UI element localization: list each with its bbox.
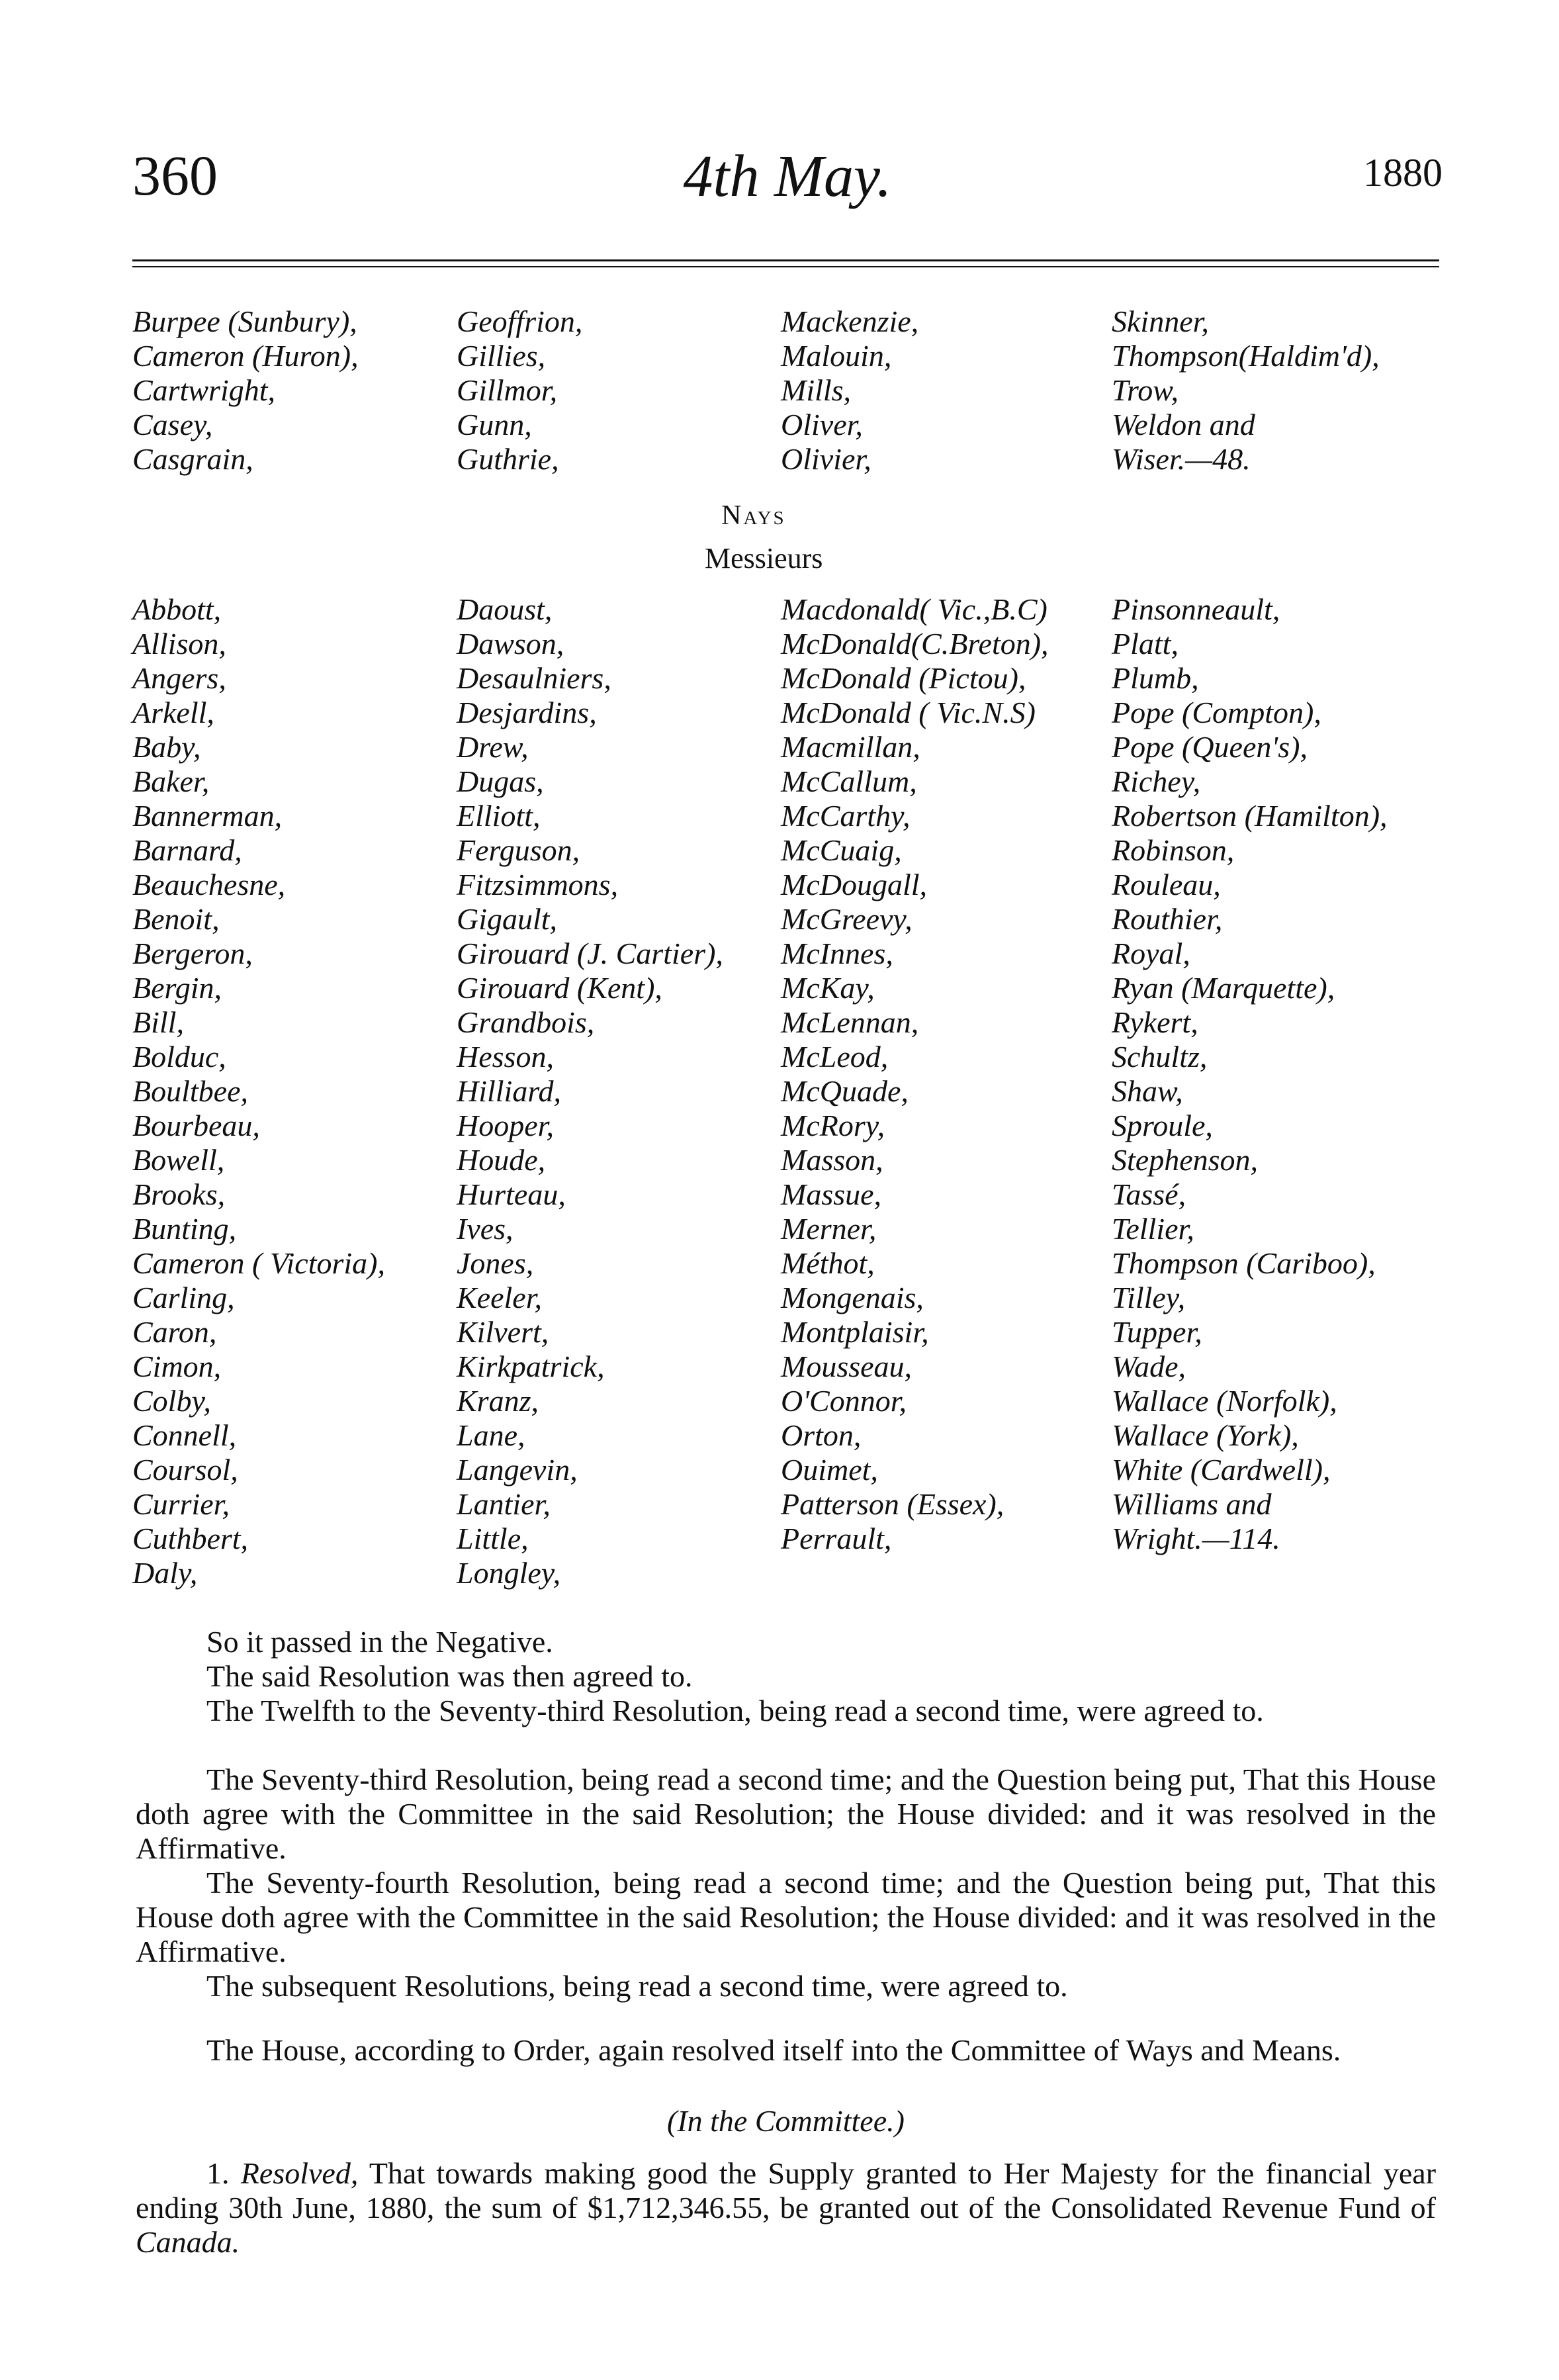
member-name: Wallace (Norfolk), (1112, 1384, 1337, 1418)
member-name: McInnes, (781, 937, 893, 970)
member-name: Bowell, (132, 1143, 225, 1177)
member-name: Cuthbert, (132, 1522, 249, 1555)
member-name: Williams and (1112, 1487, 1272, 1521)
member-name: Gigault, (457, 902, 558, 936)
nays-column-4 (1112, 592, 1388, 1556)
member-name: Pope (Compton), (1112, 696, 1321, 729)
member-name: Daly, (132, 1556, 198, 1590)
member-name: Burpee (Sunbury), (132, 304, 357, 338)
member-name: Trow, (1112, 373, 1179, 407)
member-name: Boultbee, (132, 1074, 248, 1108)
member-name: Casgrain, (132, 442, 253, 476)
member-name: Baker, (132, 764, 210, 798)
paragraph-agreed: The said Resolution was then agreed to. (206, 1659, 693, 1693)
paragraph-twelfth: The Twelfth to the Seventy-third Resolution, being read a second time, were agreed to. (206, 1694, 1264, 1727)
member-name: Desjardins, (457, 696, 597, 729)
member-name: Tassé, (1112, 1177, 1186, 1211)
member-name: Kranz, (457, 1384, 539, 1418)
member-name: Gunn, (457, 408, 532, 441)
header-rule-secondary (132, 266, 1439, 267)
member-name: Casey, (132, 408, 213, 441)
member-name: McLennan, (781, 1005, 919, 1039)
member-name: Rykert, (1112, 1005, 1198, 1039)
member-name: Massue, (781, 1177, 882, 1211)
member-name: Baby, (132, 730, 201, 764)
member-name: Dawson, (457, 627, 564, 661)
member-name: Richey, (1112, 764, 1201, 798)
member-name: Colby, (132, 1384, 211, 1418)
member-name: Hesson, (457, 1040, 554, 1074)
member-name: Benoit, (132, 902, 220, 936)
member-name: Platt, (1112, 627, 1179, 661)
member-name: Brooks, (132, 1177, 226, 1211)
member-name: Tilley, (1112, 1281, 1186, 1314)
paragraph-seventy-fourth: The Seventy-fourth Resolution, being read a second time; and the Question being put, That this House doth agree with the Committee in the said Resolution; the House divided: and it was resolved in the Affirmative. (136, 1866, 1436, 1968)
member-name: Beauchesne, (132, 868, 286, 901)
member-name: Wiser.—48. (1112, 442, 1251, 476)
member-name: McDonald ( Vic.N.S) (781, 696, 1036, 729)
member-name: Grandbois, (457, 1005, 595, 1039)
member-name: Keeler, (457, 1281, 543, 1314)
member-name: Wade, (1112, 1350, 1186, 1383)
member-name: Thompson (Cariboo), (1112, 1246, 1376, 1280)
member-name: McDougall, (781, 868, 928, 901)
member-name: Currier, (132, 1487, 230, 1521)
member-name: Gillies, (457, 339, 546, 373)
member-name: Bannerman, (132, 799, 283, 833)
member-name: Routhier, (1112, 902, 1223, 936)
member-name: McDonald (Pictou), (781, 661, 1026, 695)
member-name: Girouard (Kent), (457, 971, 662, 1005)
member-name: Macdonald( Vic.,B.C) (781, 592, 1047, 626)
member-name: Pope (Queen's), (1112, 730, 1308, 764)
member-name: Longley, (457, 1556, 561, 1590)
member-name: Lantier, (457, 1487, 551, 1521)
page-title: 4th May. (683, 144, 892, 209)
member-name: Thompson(Haldim'd), (1112, 339, 1380, 373)
member-name: Abbott, (132, 592, 222, 626)
nays-column-1 (132, 592, 385, 1590)
member-name: Schultz, (1112, 1040, 1208, 1074)
member-name: Barnard, (132, 833, 242, 867)
member-name: Olivier, (781, 442, 871, 476)
member-name: Daoust, (457, 592, 553, 626)
member-name: Méthot, (781, 1246, 875, 1280)
yeas-column-1 (132, 304, 359, 477)
paragraph-subsequent: The subsequent Resolutions, being read a second time, were agreed to. (206, 1969, 1068, 2003)
member-name: Mackenzie, (781, 304, 919, 338)
member-name: Langevin, (457, 1453, 578, 1487)
member-name: Mills, (781, 373, 852, 407)
member-name: McLeod, (781, 1040, 889, 1074)
member-name: Drew, (457, 730, 529, 764)
member-name: Montplaisir, (781, 1315, 929, 1349)
member-name: McQuade, (781, 1074, 909, 1108)
member-name: Ouimet, (781, 1453, 878, 1487)
member-name: Kilvert, (457, 1315, 549, 1349)
member-name: Patterson (Essex), (781, 1487, 1004, 1521)
member-name: Jones, (457, 1246, 534, 1280)
member-name: Little, (457, 1522, 529, 1555)
member-name: Hilliard, (457, 1074, 562, 1108)
member-name: Macmillan, (781, 730, 920, 764)
page-header (132, 142, 1443, 222)
member-name: Fitzsimmons, (457, 868, 619, 901)
page-year: 1880 (1363, 151, 1443, 195)
member-name: McCarthy, (781, 799, 911, 833)
resolution-resolved-word: Resolved, (240, 2156, 359, 2190)
member-name: Wright.—114. (1112, 1522, 1280, 1555)
member-name: Allison, (132, 627, 226, 661)
member-name: Plumb, (1112, 661, 1199, 695)
resolution-text: That towards making good the Supply granted to Her Majesty for the financial year ending 30th June, 1880, the sum of $1,712,346.55, be granted out of the Consolidated Revenue Fund of (136, 2156, 1437, 2224)
member-name: Geoffrion, (457, 304, 583, 338)
member-name: Connell, (132, 1418, 237, 1452)
member-name: Elliott, (457, 799, 541, 833)
member-name: Cameron ( Victoria), (132, 1246, 385, 1280)
member-name: Bill, (132, 1005, 184, 1039)
nays-heading: Nays (721, 500, 786, 531)
member-name: Malouin, (781, 339, 892, 373)
member-name: Cartwright, (132, 373, 276, 407)
member-name: Hurteau, (457, 1177, 566, 1211)
member-name: Coursol, (132, 1453, 238, 1487)
paragraph-negative: So it passed in the Negative. (206, 1625, 553, 1659)
member-name: Merner, (781, 1212, 877, 1246)
member-name: Guthrie, (457, 442, 559, 476)
member-name: Houde, (457, 1143, 546, 1177)
yeas-column-4 (1112, 304, 1380, 477)
yeas-column-2 (457, 304, 582, 477)
member-name: Hooper, (457, 1109, 554, 1142)
member-name: Shaw, (1112, 1074, 1183, 1108)
member-name: Perrault, (781, 1522, 892, 1555)
member-name: Desaulniers, (457, 661, 611, 695)
member-name: Bolduc, (132, 1040, 226, 1074)
member-name: Orton, (781, 1418, 862, 1452)
member-name: Bourbeau, (132, 1109, 260, 1142)
member-name: Bunting, (132, 1212, 237, 1246)
member-name: Tupper, (1112, 1315, 1202, 1349)
member-name: Bergin, (132, 971, 222, 1005)
member-name: Skinner, (1112, 304, 1209, 338)
member-name: Stephenson, (1112, 1143, 1259, 1177)
member-name: Dugas, (457, 764, 544, 798)
member-name: McRory, (781, 1109, 885, 1142)
member-name: Gillmor, (457, 373, 558, 407)
member-name: Kirkpatrick, (457, 1350, 605, 1383)
header-rule (132, 259, 1439, 261)
nays-column-3 (781, 592, 1049, 1556)
paragraph-ways-and-means: The House, according to Order, again resolved itself into the Committee of Ways and Means. (206, 2033, 1341, 2067)
member-name: Masson, (781, 1143, 883, 1177)
member-name: Weldon and (1112, 408, 1255, 441)
member-name: Robertson (Hamilton), (1112, 799, 1388, 833)
member-name: Arkell, (132, 696, 214, 729)
member-name: O'Connor, (781, 1384, 907, 1418)
member-name: White (Cardwell), (1112, 1453, 1331, 1487)
member-name: Wallace (York), (1112, 1418, 1299, 1452)
yeas-column-3 (781, 304, 918, 477)
member-name: Cimon, (132, 1350, 222, 1383)
member-name: Cameron (Huron), (132, 339, 359, 373)
page-number: 360 (132, 144, 218, 207)
committee-heading: (In the Committee.) (667, 2104, 905, 2138)
member-name: Sproule, (1112, 1109, 1213, 1142)
member-name: Ferguson, (457, 833, 580, 867)
member-name: McKay, (781, 971, 875, 1005)
member-name: McCuaig, (781, 833, 902, 867)
resolution-1 (136, 2156, 1436, 2260)
member-name: Oliver, (781, 408, 863, 441)
member-name: Rouleau, (1112, 868, 1221, 901)
member-name: Tellier, (1112, 1212, 1194, 1246)
member-name: McCallum, (781, 764, 917, 798)
member-name: Carling, (132, 1281, 235, 1314)
member-name: Lane, (457, 1418, 525, 1452)
member-name: Caron, (132, 1315, 217, 1349)
member-name: Ryan (Marquette), (1112, 971, 1335, 1005)
member-name: Mousseau, (781, 1350, 913, 1383)
paragraph-seventy-third: The Seventy-third Resolution, being read a second time; and the Question being put, That this House doth agree with the Committee in the said Resolution; the House divided: and it was resolved in the Affirmative. (136, 1762, 1436, 1865)
nays-subheading: Messieurs (705, 542, 823, 574)
member-name: Robinson, (1112, 833, 1235, 867)
member-name: Bergeron, (132, 937, 253, 970)
member-name: McGreevy, (781, 902, 913, 936)
member-name: Pinsonneault, (1112, 592, 1280, 626)
member-name: Ives, (457, 1212, 513, 1246)
member-name: McDonald(C.Breton), (781, 627, 1049, 661)
member-name: Angers, (132, 661, 226, 695)
nays-column-2 (457, 592, 723, 1590)
resolution-number: 1. (206, 2156, 230, 2190)
member-name: Girouard (J. Cartier), (457, 937, 723, 970)
member-name: Mongenais, (781, 1281, 924, 1314)
resolution-canada: Canada. (136, 2225, 240, 2259)
member-name: Royal, (1112, 937, 1190, 970)
